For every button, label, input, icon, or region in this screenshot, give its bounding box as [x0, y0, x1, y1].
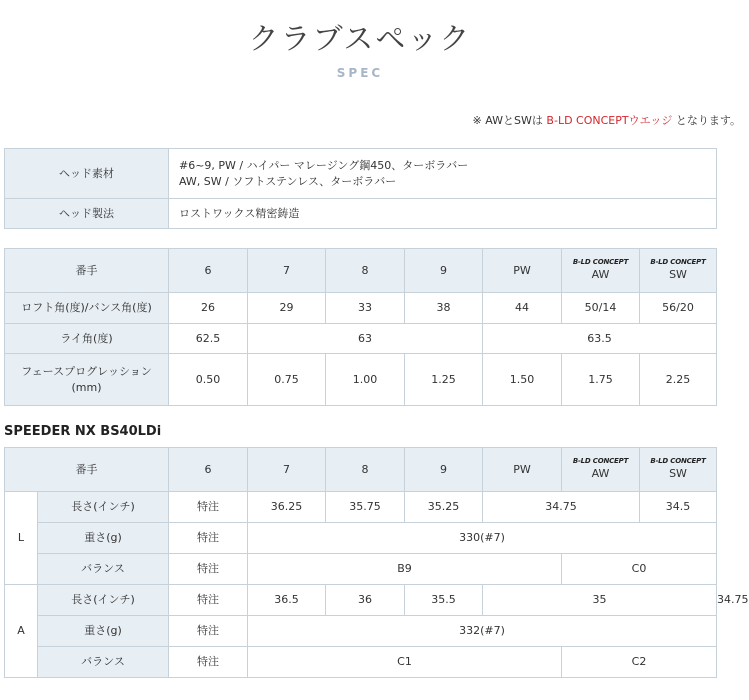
progression-value: 0.50	[169, 354, 248, 406]
column-header: PW	[483, 249, 562, 293]
weight-label: 重さ(g)	[38, 616, 169, 647]
length-label: 長さ(インチ)	[38, 492, 169, 523]
length-value: 35	[483, 585, 717, 616]
balance-label: バランス	[38, 647, 169, 678]
progression-label-line1: フェースプログレッション	[21, 364, 152, 378]
column-header-label: AW	[591, 268, 610, 282]
loft-value: 26	[169, 293, 248, 324]
lie-value: 63.5	[483, 324, 717, 354]
length-value: 35.25	[405, 492, 483, 523]
balance-value: C0	[562, 554, 717, 585]
progression-value: 1.75	[562, 354, 640, 406]
bld-concept-logo: B-LD CONCEPT	[572, 457, 629, 466]
balance-value: B9	[248, 554, 562, 585]
weight-value: 特注	[169, 523, 248, 554]
balance-value: 特注	[169, 647, 248, 678]
lie-value: 63	[248, 324, 483, 354]
column-header: 6	[169, 249, 248, 293]
loft-label: ロフト角(度)/バンス角(度)	[5, 293, 169, 324]
length-value: 特注	[169, 492, 248, 523]
page-subtitle: SPEC	[336, 66, 384, 80]
weight-value: 330(#7)	[248, 523, 717, 554]
column-header-aw	[562, 448, 640, 492]
length-value: 36.5	[248, 585, 326, 616]
column-header: 9	[405, 448, 483, 492]
note-highlight: B-LD CONCEPTウエッジ	[546, 114, 673, 127]
club-number-header: 番手	[5, 448, 169, 492]
head-material-line2: AW, SW / ソフトステンレス、ターボラバー	[179, 174, 397, 188]
table-row	[5, 324, 717, 354]
table-row	[5, 149, 717, 199]
table-row	[5, 199, 717, 229]
table-row	[5, 492, 717, 523]
balance-value: C2	[562, 647, 717, 678]
column-header-label: SW	[669, 467, 687, 481]
length-value: 34.75	[483, 492, 640, 523]
column-header: 8	[326, 448, 405, 492]
column-header-sw	[640, 448, 717, 492]
length-value: 36.25	[248, 492, 326, 523]
table-row: A 長さ(インチ) 特注 36.5 36 35.5 35 34.75	[5, 585, 717, 616]
progression-value: 1.00	[326, 354, 405, 406]
shaft-section-title: SPEEDER NX BS40LDi	[4, 424, 162, 439]
note-suffix: となります。	[672, 114, 741, 127]
flex-label: A	[5, 585, 38, 678]
table-row	[5, 523, 717, 554]
table-row	[5, 249, 717, 293]
page-title: クラブスペック	[248, 22, 472, 57]
column-header-aw	[562, 249, 640, 293]
balance-value: 特注	[169, 554, 248, 585]
head-material-label: ヘッド素材	[5, 149, 169, 199]
lie-value: 62.5	[169, 324, 248, 354]
column-header: 7	[248, 448, 326, 492]
bld-concept-logo: B-LD CONCEPT	[650, 457, 706, 466]
table-row	[5, 616, 717, 647]
table-row	[5, 354, 717, 406]
length-value: 36	[326, 585, 405, 616]
column-header: 6	[169, 448, 248, 492]
column-header-sw	[640, 249, 717, 293]
length-value: 35.5	[405, 585, 483, 616]
head-method-label: ヘッド製法	[5, 199, 169, 229]
progression-value: 2.25	[640, 354, 717, 406]
length-value: 34.5	[640, 492, 717, 523]
loft-value: 33	[326, 293, 405, 324]
weight-value: 特注	[169, 616, 248, 647]
table-row	[5, 448, 717, 492]
progression-value: 1.25	[405, 354, 483, 406]
weight-value: 332(#7)	[248, 616, 717, 647]
column-header: 8	[326, 249, 405, 293]
column-header-label: AW	[591, 467, 610, 481]
head-method-value: ロストワックス精密鋳造	[169, 199, 717, 229]
column-header: PW	[483, 448, 562, 492]
flex-label: L	[5, 492, 38, 585]
loft-value: 50/14	[562, 293, 640, 324]
loft-value: 29	[248, 293, 326, 324]
length-value: 特注	[169, 585, 248, 616]
club-number-header: 番手	[5, 249, 169, 293]
head-material-value	[169, 149, 717, 199]
spec-table	[4, 248, 717, 406]
balance-value: C1	[248, 647, 562, 678]
shaft-table	[4, 447, 749, 678]
lie-label: ライ角(度)	[5, 324, 169, 354]
progression-value: 0.75	[248, 354, 326, 406]
wedge-note	[473, 112, 741, 128]
note-prefix: ※ AWとSWは	[472, 114, 547, 127]
bld-concept-logo: B-LD CONCEPT	[650, 258, 706, 267]
table-row	[5, 554, 717, 585]
table-row	[5, 293, 717, 324]
balance-label: バランス	[38, 554, 169, 585]
weight-label: 重さ(g)	[38, 523, 169, 554]
table-row	[5, 647, 717, 678]
progression-value: 1.50	[483, 354, 562, 406]
loft-value: 44	[483, 293, 562, 324]
column-header: 9	[405, 249, 483, 293]
length-value: 35.75	[326, 492, 405, 523]
progression-label	[5, 354, 169, 406]
bld-concept-logo: B-LD CONCEPT	[572, 258, 629, 267]
head-table	[4, 148, 717, 229]
progression-label-line2: (mm)	[71, 380, 102, 394]
length-label: 長さ(インチ)	[38, 585, 169, 616]
head-material-line1: #6~9, PW / ハイパー マレージング鋼450、ターボラバー	[179, 158, 469, 172]
column-header: 7	[248, 249, 326, 293]
loft-value: 38	[405, 293, 483, 324]
loft-value: 56/20	[640, 293, 717, 324]
column-header-label: SW	[669, 268, 687, 282]
